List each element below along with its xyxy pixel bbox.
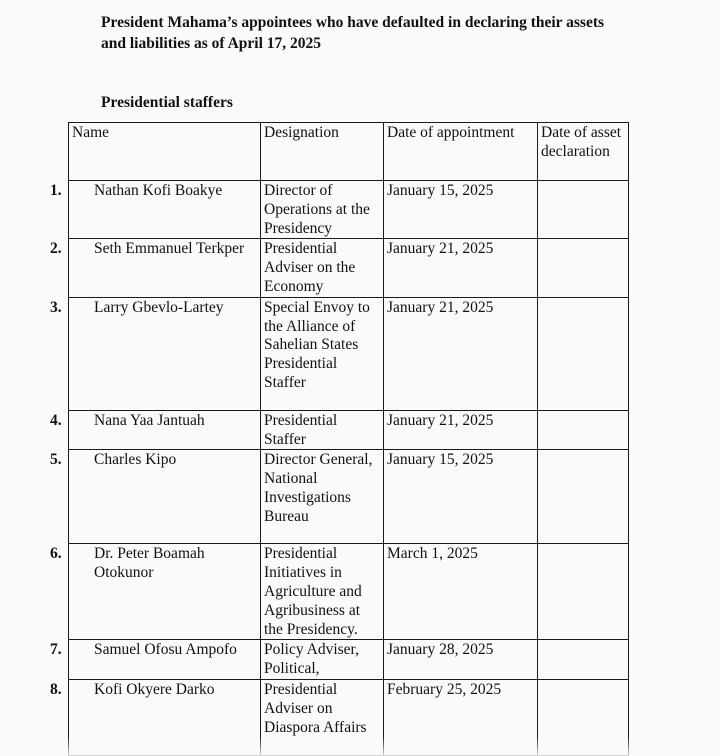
appointee-name: Dr. Peter Boamah Otokunor xyxy=(94,545,205,582)
appointment-date-cell: March 1, 2025 xyxy=(384,544,538,640)
appointee-name: Seth Emmanuel Terkper xyxy=(94,240,245,258)
appointee-name: Nathan Kofi Boakye xyxy=(94,182,223,199)
header-designation: Designation xyxy=(261,123,384,181)
table-row xyxy=(69,410,629,450)
row-number: 3. xyxy=(50,298,62,316)
designation-cell: Presidential Initiatives in Agriculture and Agribusiness at the Presidency. xyxy=(261,544,384,640)
declaration-date-cell xyxy=(538,239,629,297)
name-cell xyxy=(50,239,261,297)
declaration-date-cell xyxy=(538,410,629,450)
table-header-row xyxy=(69,123,629,181)
header-date-of-declaration: Date of asset declaration xyxy=(538,123,629,181)
document-title: President Mahama’s appointees who have defaulted in declaring their assets and liabilities as of April 17, 2025 xyxy=(101,14,605,52)
name-cell xyxy=(50,181,261,239)
table-row xyxy=(69,544,629,640)
appointee-name: Kofi Okyere Darko xyxy=(94,680,215,698)
name-cell xyxy=(50,297,261,410)
table-row xyxy=(69,297,629,410)
appointment-date-cell: January 28, 2025 xyxy=(384,640,538,680)
appointee-name: Charles Kipo xyxy=(94,451,177,469)
page-edge-fade xyxy=(0,736,720,756)
name-cell xyxy=(50,410,261,450)
table-row xyxy=(69,640,629,680)
designation-cell: Presidential Adviser on Diaspora Affairs xyxy=(261,679,384,755)
appointee-name: Nana Yaa Jantuah xyxy=(94,411,205,429)
header-date-of-appointment: Date of appointment xyxy=(384,123,538,181)
appointee-name: Larry Gbevlo-Lartey xyxy=(94,298,224,316)
table-row xyxy=(69,450,629,544)
name-cell xyxy=(50,640,261,680)
appointment-date-cell: January 15, 2025 xyxy=(384,181,538,239)
row-number: 2. xyxy=(50,240,62,258)
appointment-date-cell: January 21, 2025 xyxy=(384,297,538,410)
table-row xyxy=(69,239,629,297)
designation-cell: Presidential Staffer xyxy=(261,410,384,450)
declaration-date-cell xyxy=(538,450,629,544)
section-heading: Presidential staffers xyxy=(101,94,233,111)
designation-cell: Presidential Adviser on the Economy xyxy=(261,239,384,297)
appointment-date-cell: January 21, 2025 xyxy=(384,239,538,297)
row-number: 1. xyxy=(50,182,62,199)
designation-cell: Special Envoy to the Alliance of Sahelian States Presidential Staffer xyxy=(261,297,384,410)
appointment-date-cell: February 25, 2025 xyxy=(384,679,538,755)
name-cell xyxy=(50,450,261,544)
appointment-date-cell: January 15, 2025 xyxy=(384,450,538,544)
designation-cell: Director General, National Investigations Bureau xyxy=(261,450,384,544)
declaration-date-cell xyxy=(538,181,629,239)
declaration-date-cell xyxy=(538,640,629,680)
declaration-date-cell xyxy=(538,297,629,410)
row-number: 5. xyxy=(50,451,62,469)
declaration-date-cell xyxy=(538,544,629,640)
table-row xyxy=(69,181,629,239)
designation-cell: Director of Operations at the Presidency xyxy=(261,181,384,239)
appointee-name: Samuel Ofosu Ampofo xyxy=(94,641,237,659)
row-number: 4. xyxy=(50,411,62,429)
name-cell xyxy=(50,544,261,640)
appointment-date-cell: January 21, 2025 xyxy=(384,410,538,450)
row-number: 6. xyxy=(50,545,62,563)
header-name: Name xyxy=(69,123,261,181)
row-number: 7. xyxy=(50,641,62,659)
designation-cell: Policy Adviser, Political, xyxy=(261,640,384,680)
appointees-table xyxy=(50,122,629,756)
row-number: 8. xyxy=(50,680,62,698)
